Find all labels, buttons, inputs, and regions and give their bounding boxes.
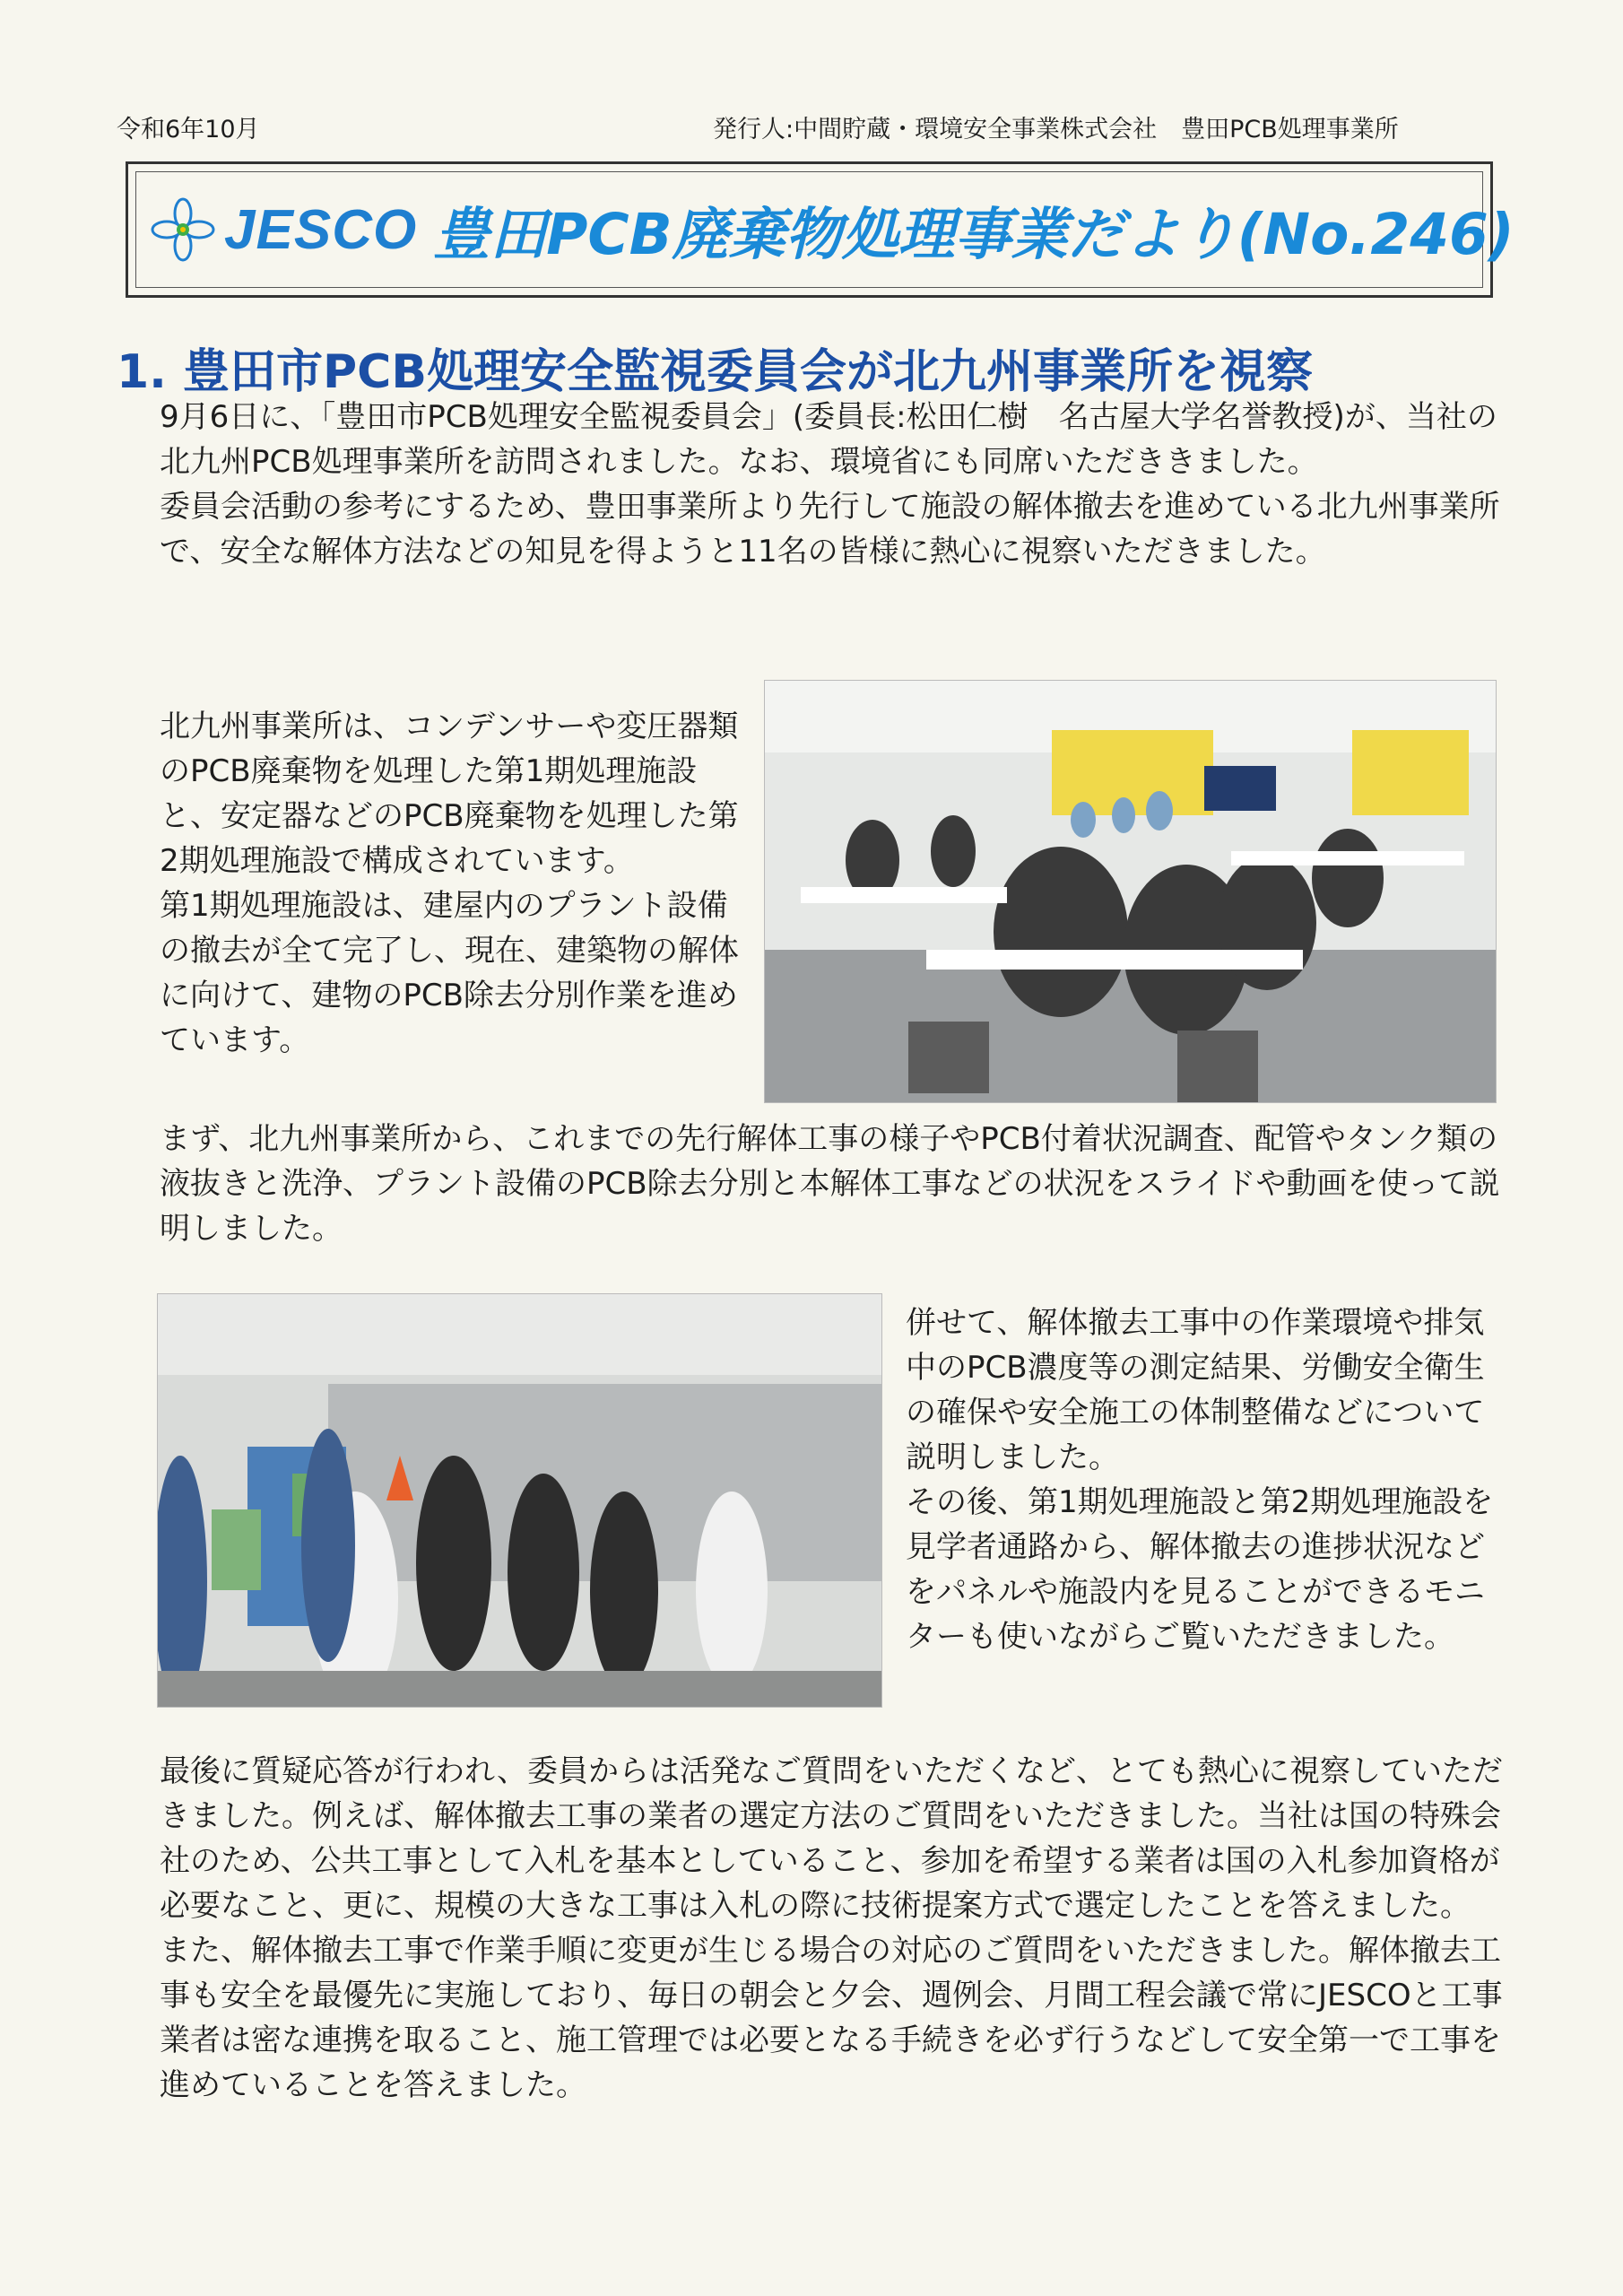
- newsletter-title: 豊田PCB廃棄物処理事業だより(No.246): [433, 201, 1515, 267]
- left-paragraph-2: 第1期処理施設は、建屋内のプラント設備の撤去が全て完了し、現在、建築物の解体に向けて、建物のPCB除去分別作業を進めています。: [160, 888, 739, 1058]
- left-column-text: [160, 704, 756, 1063]
- explanation-text: まず、北九州事業所から、これまでの先行解体工事の様子やPCB付着状況調査、配管やタンク類の液抜きと洗浄、プラント設備のPCB除去分別と本解体工事などの状況をスライドや動画を使って説明しました。: [160, 1121, 1500, 1247]
- jesco-flower-icon: [147, 194, 219, 265]
- qa-text: [160, 1749, 1505, 2108]
- left-paragraph-1: 北九州事業所は、コンデンサーや変圧器類のPCB廃棄物を処理した第1期処理施設と、安定器などのPCB廃棄物を処理した第2期処理施設で構成されています。: [160, 709, 739, 879]
- observation-corridor-photo: [157, 1293, 882, 1708]
- right-paragraph-2: その後、第1期処理施設と第2期処理施設を見学者通路から、解体撤去の進捗状況などをパネルや施設内を見ることができるモニターも使いながらご覧いただきました。: [906, 1484, 1494, 1655]
- newsletter-banner: [126, 161, 1515, 298]
- qa-paragraph-1: 最後に質疑応答が行われ、委員からは活発なご質問をいただくなど、とても熱心に視察していただきました。例えば、解体撤去工事の業者の選定方法のご質問をいただきました。当社は国の特殊会社のため、公共工事として入札を基本としていること、参加を希望する業者は国の入札参加資格が必要なこと、更に、規模の大きな工事は入札の際に技術提案方式で選定したことを答えました。: [160, 1753, 1504, 1924]
- issue-date: 令和6年10月: [117, 116, 260, 144]
- intro-paragraph-1: 9月6日に、「豊田市PCB処理安全監視委員会」(委員長:松田仁樹 名古屋大学名誉教授)が、当社の北九州PCB処理事業所を訪問されました。なお、環境省にも同席いただききました。: [160, 399, 1497, 480]
- intro-paragraph-2: 委員会活動の参考にするため、豊田事業所より先行して施設の解体撤去を進めている北九州事業所で、安全な解体方法などの知見を得ようと11名の皆様に熱心に視察いただきました。: [160, 489, 1500, 570]
- right-paragraph-1: 併せて、解体撤去工事中の作業環境や排気中のPCB濃度等の測定結果、労働安全衛生の確保や安全施工の体制整備などについて説明しました。: [906, 1305, 1485, 1475]
- jesco-logo-text: JESCO: [224, 198, 418, 261]
- publisher: 発行人:中間貯蔵・環境安全事業株式会社 豊田PCB処理事業所: [713, 116, 1399, 144]
- meeting-room-photo: [764, 680, 1497, 1103]
- intro-text: [160, 395, 1505, 574]
- section-heading: 1. 豊田市PCB処理安全監視委員会が北九州事業所を視察: [117, 345, 1313, 399]
- qa-paragraph-2: また、解体撤去工事で作業手順に変更が生じる場合の対応のご質問をいただきました。解体撤去工事も安全を最優先に実施しており、毎日の朝会と夕会、週例会、月間工程会議で常にJESCOと工事業者は密な連携を取ること、施工管理では必要となる手続きを必ず行うなどして安全第一で工事を進めていることを答えました。: [160, 1933, 1503, 2103]
- right-column-text: [906, 1300, 1497, 1659]
